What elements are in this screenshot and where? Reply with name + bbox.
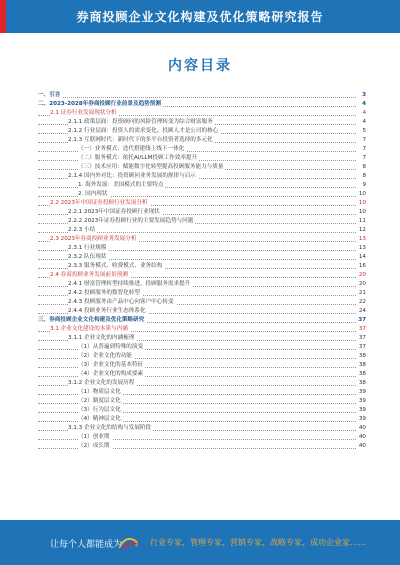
toc-entry-page: 13 <box>358 236 366 242</box>
toc-entry-label: 2.4 券商投顾业务发展前景预测 <box>50 272 128 278</box>
toc-entry[interactable] <box>38 154 366 163</box>
toc-entry-page: 37 <box>358 326 366 332</box>
toc-entry-label: 2.2.3 小结 <box>68 227 96 233</box>
toc-entry[interactable] <box>38 145 366 154</box>
toc-entry-page: 3 <box>362 92 366 98</box>
toc-entry-page: 38 <box>358 371 366 377</box>
toc-entry-label: 2.1.3 互联网时代：新时代下的多平台投资者选择的多元化 <box>68 137 213 143</box>
swirl-decoration-icon <box>118 532 140 552</box>
toc-entry-page: 11 <box>358 218 366 224</box>
toc-entry-page: 4 <box>362 110 366 116</box>
toc-entry[interactable] <box>38 415 366 424</box>
toc-entry-page: 38 <box>358 362 366 368</box>
toc-entry-label: 2.3 2023年券商投顾业务发展分析 <box>50 236 137 242</box>
toc-entry[interactable] <box>38 343 366 352</box>
toc-entry-label: 2.2.1 2023年中国证券投顾行业现状 <box>68 209 160 215</box>
toc-entry-page: 40 <box>358 425 366 431</box>
report-header <box>0 0 400 33</box>
toc-entry[interactable] <box>38 262 366 271</box>
toc-entry-label: 2.1.4 国内外对比：投资顾问业务发展的规律与启示 <box>68 173 196 179</box>
toc-entry-label: （3）行为层文化 <box>78 407 121 413</box>
toc-entry-label: 三、券商投顾企业文化构建及优化策略研究 <box>38 317 145 323</box>
toc-entry[interactable] <box>38 298 366 307</box>
footer-slogan-right: 行业专家、管理专家、营销专家、战略专家、成功企业家…… <box>150 538 366 547</box>
toc-entry-page: 40 <box>358 434 366 440</box>
toc-entry[interactable] <box>38 181 366 190</box>
toc-entry-page: 10 <box>358 191 366 197</box>
toc-entry[interactable] <box>38 334 366 343</box>
toc-entry[interactable] <box>38 253 366 262</box>
toc-entry-page: 39 <box>358 389 366 395</box>
toc-entry[interactable] <box>38 352 366 361</box>
toc-entry-label: （三）技术应用：赋能数字化转型提高投顾服务能力与质量 <box>78 164 224 170</box>
toc-entry-label: 2.4.4 投顾业务行业生态体系化 <box>68 308 146 314</box>
toc-entry-page: 37 <box>358 317 366 323</box>
toc-entry-page: 10 <box>358 200 366 206</box>
toc-entry-page: 20 <box>358 281 366 287</box>
toc-entry[interactable] <box>38 109 366 118</box>
toc-entry-label: 2.4.3 投顾服务由产品中心向客户中心转变 <box>68 299 174 305</box>
toc-entry-label: 2.1.1 政策层面：投资顾问的风险管理转变为综合财富服务 <box>68 119 213 125</box>
toc-entry-page: 9 <box>362 182 366 188</box>
toc-entry-page: 39 <box>358 407 366 413</box>
toc-entry[interactable] <box>38 91 366 100</box>
report-title: 券商投顾企业文化构建及优化策略研究报告 <box>76 10 324 24</box>
toc-entry[interactable] <box>38 433 366 442</box>
toc-entry[interactable] <box>38 424 366 433</box>
toc-entry[interactable] <box>38 442 366 451</box>
toc-entry-page: 7 <box>362 137 366 143</box>
toc-entry-page: 13 <box>358 245 366 251</box>
toc-entry[interactable] <box>38 127 366 136</box>
toc-entry-label: 一、引言 <box>38 92 61 98</box>
toc-entry[interactable] <box>38 172 366 181</box>
toc-leader-dots <box>38 97 356 98</box>
toc-entry-label: 3.1 企业文化建设的本质与内涵 <box>50 326 128 332</box>
toc-title: 内容目录 <box>168 58 232 74</box>
toc-entry-page: 14 <box>358 254 366 260</box>
toc-entry-page: 22 <box>358 299 366 305</box>
toc-entry[interactable] <box>38 280 366 289</box>
toc-entry-page: 4 <box>362 101 366 107</box>
toc-entry-label: 2.4.2 投顾服务的数智化转型 <box>68 290 140 296</box>
toc-entry-label: 1. 海外发展：美国模式的主要特点 <box>78 182 164 188</box>
toc-entry-page: 20 <box>358 272 366 278</box>
toc-entry[interactable] <box>38 388 366 397</box>
toc-entry[interactable] <box>38 406 366 415</box>
toc-entry[interactable] <box>38 316 366 325</box>
toc-entry-label: （2）制度层文化 <box>78 398 121 404</box>
toc-entry-page: 7 <box>362 155 366 161</box>
toc-entry-label: 二、2023-2028年券商投顾行业前景及趋势预测 <box>38 101 161 107</box>
toc-entry-page: 7 <box>362 146 366 152</box>
toc-entry[interactable] <box>38 271 366 280</box>
toc-entry-label: 2.1.2 行业层面：投资人的需求变化，投顾人才是公司的核心 <box>68 128 219 134</box>
toc-entry-page: 5 <box>362 128 366 134</box>
toc-entry-label: （2）企业文化的功能 <box>78 353 132 359</box>
toc-entry-page: 4 <box>362 119 366 125</box>
toc-entry[interactable] <box>38 370 366 379</box>
toc-entry-label: （一）业务模式：迭代搭建线上线下一体化 <box>78 146 185 152</box>
footer-slogan-left: 让每个人都能成为 <box>50 540 123 550</box>
toc-entry-label: （4）企业文化的构成要素 <box>78 371 144 377</box>
toc-entry-label: （2）成长期 <box>78 443 110 449</box>
toc-entry-page: 8 <box>362 173 366 179</box>
toc-entry-label: （1）物质层文化 <box>78 389 121 395</box>
toc-entry-label: 2.1 证券行业发展现状分析 <box>50 110 117 116</box>
toc-entry-label: 2.3.2 队伍现状 <box>68 254 107 260</box>
toc-entry-label: 2.3.1 行业规模 <box>68 245 107 251</box>
toc-entry-page: 16 <box>358 263 366 269</box>
toc-entry[interactable] <box>38 100 366 109</box>
toc-entry-label: 3.1.3 企业文化的结构与发展阶段 <box>68 425 152 431</box>
toc-entry[interactable] <box>38 379 366 388</box>
toc-entry-page: 38 <box>358 353 366 359</box>
toc-entry-label: 2. 国内现状 <box>78 191 108 197</box>
toc-entry[interactable] <box>38 397 366 406</box>
toc-list <box>38 91 366 451</box>
toc-entry-page: 24 <box>358 308 366 314</box>
toc-entry-label: 3.1.1 企业文化的内涵梳理 <box>68 335 135 341</box>
toc-entry[interactable] <box>38 226 366 235</box>
toc-entry-label: （二）服务模式：依托AI/LLM投顾工作效率提升 <box>78 155 198 161</box>
toc-entry-page: 38 <box>358 380 366 386</box>
toc-entry-label: （1）从普遍到特殊的演变 <box>78 344 144 350</box>
toc-entry[interactable] <box>38 307 366 316</box>
toc-page <box>30 33 370 515</box>
toc-entry-label: 2.4.1 财富管理转型持续推进，投顾服务需求提升 <box>68 281 191 287</box>
toc-entry-page: 12 <box>358 227 366 233</box>
toc-entry[interactable] <box>38 199 366 208</box>
toc-entry-label: 2.2 2023年中国证券投顾行业发展分析 <box>50 200 148 206</box>
toc-entry-page: 21 <box>358 290 366 296</box>
toc-entry-page: 8 <box>362 164 366 170</box>
toc-entry[interactable] <box>38 361 366 370</box>
toc-entry[interactable] <box>38 190 366 199</box>
toc-entry-label: 3.1.2 企业文化的发展历程 <box>68 380 135 386</box>
toc-entry[interactable] <box>38 289 366 298</box>
toc-entry-label: （3）企业文化的基本特征 <box>78 362 144 368</box>
toc-entry-page: 40 <box>358 443 366 449</box>
toc-entry-page: 10 <box>358 209 366 215</box>
toc-entry[interactable] <box>38 163 366 172</box>
toc-entry[interactable] <box>38 136 366 145</box>
report-footer <box>0 520 400 565</box>
toc-entry[interactable] <box>38 217 366 226</box>
toc-entry[interactable] <box>38 208 366 217</box>
toc-entry-page: 39 <box>358 416 366 422</box>
toc-entry[interactable] <box>38 325 366 334</box>
toc-entry-page: 37 <box>358 344 366 350</box>
toc-entry-label: 2.2.2 2023年证券投顾行业的主要发展趋势与问题 <box>68 218 194 224</box>
toc-entry-label: （1）创业期 <box>78 434 110 440</box>
toc-entry-label: 2.3.3 服务模式、收费模式、业务结构 <box>68 263 163 269</box>
toc-entry[interactable] <box>38 235 366 244</box>
toc-entry[interactable] <box>38 118 366 127</box>
toc-entry[interactable] <box>38 244 366 253</box>
toc-entry-label: （4）精神层文化 <box>78 416 121 422</box>
toc-entry-page: 39 <box>358 398 366 404</box>
toc-entry-page: 37 <box>358 335 366 341</box>
